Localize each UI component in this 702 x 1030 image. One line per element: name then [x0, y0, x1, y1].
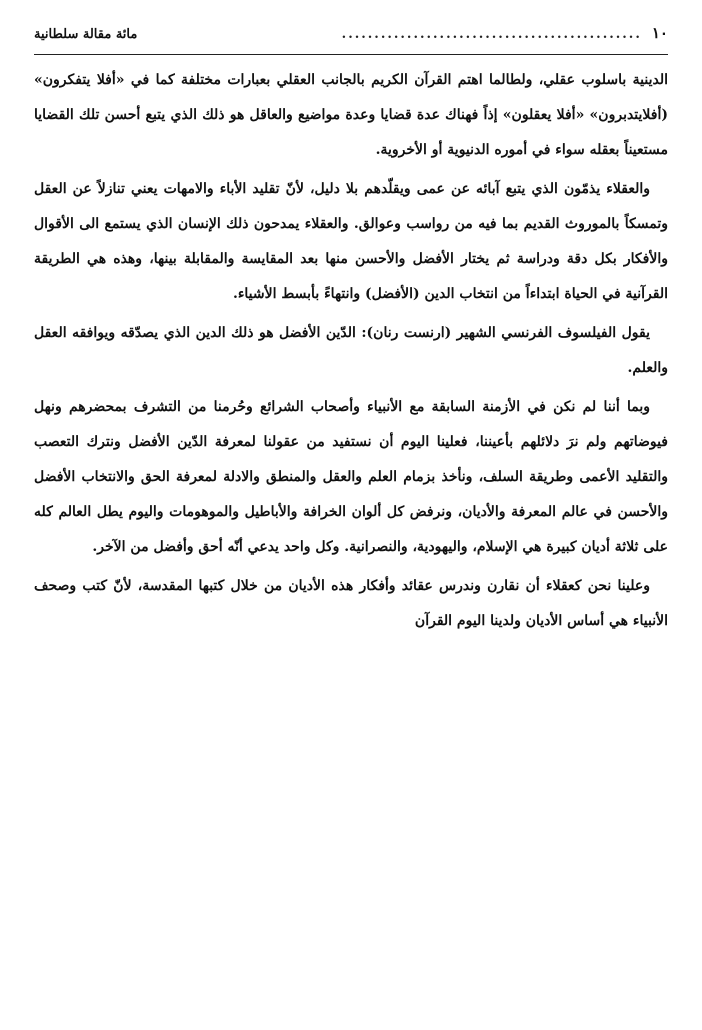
header-rule: [34, 54, 668, 55]
running-header: [34, 24, 668, 54]
document-page: [34, 24, 668, 643]
paragraph-imitation: والعقلاء يذمّون الذي يتبع آبائه عن عمى ويقلّدهم بلا دليل، لأنّ تقليد الأباء والامهات يعني تنازلاً عن العقل وتمسكاً بالموروث القديم بما فيه من رواسب وعوالق. والعقلاء يمدحون ذلك الإنسان الذي يستمع الى الأقوال والأفكار بكل دقة ودراسة ثم يختار الأفضل والأحسن منها بعد المقايسة والمقابلة بينها، وهذه هي الطريقة القرآنية في الحياة ابتداءاً من انتخاب الدين (الأفضل) وانتهاءً بأبسط الأشياء.: [34, 181, 668, 302]
paragraph-renan-quote: يقول الفيلسوف الفرنسي الشهير (ارنست رنان): الدّين الأفضل هو ذلك الدين الذي يصدّقه ويوافقه العقل والعلم.: [34, 325, 668, 376]
page-number: ١٠: [651, 24, 668, 42]
paragraph-continuation: الدينية باسلوب عقلي، ولطالما اهتم القرآن الكريم بالجانب العقلي بعبارات مختلفة كما في «أفلا يتفكرون» (أفلايتدبرون» «أفلا يعقلون» إذاً فهناك عدة قضايا وعدة مواضيع والعاقل هو ذلك الذي يتبع أحسن تلك القضايا مستعيناً بعقله سواء في أموره الدنيوية أو الأخروية.: [34, 72, 668, 158]
header-dot-leader: ..............................................: [341, 27, 642, 42]
paragraph-compare-scriptures: وعلينا نحن كعقلاء أن نقارن وندرس عقائد وأفكار هذه الأديان من خلال كتبها المقدسة، لأنّ كتب وصحف الأنبياء هي أساس الأديان ولدينا اليوم القرآن: [34, 578, 668, 629]
paragraph-three-religions: وبما أننا لم نكن في الأزمنة السابقة مع الأنبياء وأصحاب الشرائع وحُرمنا من التشرف بمحضرهم ونهل فيوضاتهم ولم نرَ دلائلهم بأعيننا، فعلينا اليوم أن نستفيد من عقولنا لمعرفة الدّين الأفضل ونترك التعصب والتقليد الأعمى وطريقة السلف، ونأخذ بزمام العلم والعقل والمنطق والادلة لمعرفة الحق والانتخاب الأفضل والأحسن في عالم المعرفة والأديان، ونرفض كل ألوان الخرافة والأباطيل والموهومات واليوم يطل العالم كله على ثلاثة أديان كبيرة هي الإسلام، واليهودية، والنصرانية. وكل واحد يدعي أنّه أحق وأفضل من الآخر.: [34, 399, 668, 555]
body-text: [34, 63, 668, 639]
book-title: مائة مقالة سلطانية: [34, 27, 138, 42]
